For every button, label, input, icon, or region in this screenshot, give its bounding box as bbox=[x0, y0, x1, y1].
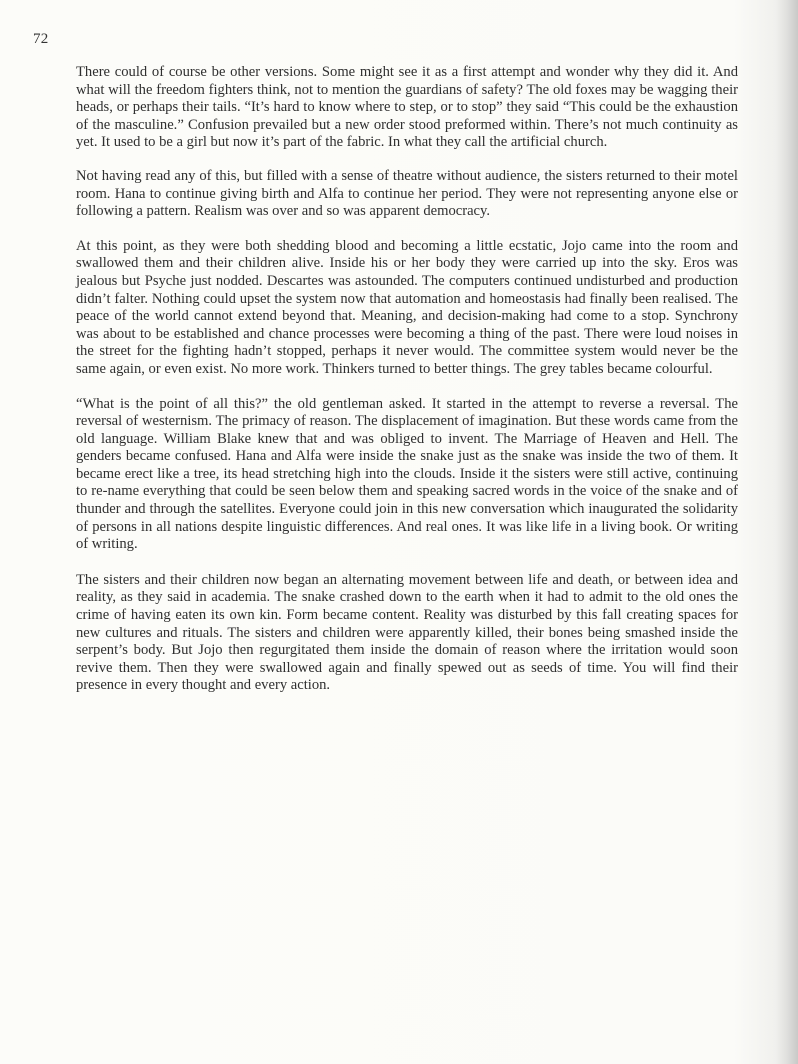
body-text bbox=[76, 64, 738, 711]
paragraph-2: Not having read any of this, but filled with a sense of theatre without audience, the sisters returned to their motel room. Hana to continue giving birth and Alfa to continue her period. They were not representing anyone else or following a pattern. Realism was over and so was apparent democracy. bbox=[76, 167, 738, 220]
paragraph-1: There could of course be other versions. Some might see it as a first attempt and wonder why they did it. And what will the freedom fighters think, not to mention the guardians of safety? The old foxes may be wagging their heads, or perhaps their tails. “It’s hard to know where to step, or to stop” they said “This could be the exhaustion of the masculine.” Confusion prevailed but a new order stood preformed within. There’s not much continuity as yet. It used to be a girl but now it’s part of the fabric. In what they call the artificial church. bbox=[76, 64, 738, 151]
paragraph-5: The sisters and their children now began an alternating movement between life and death, or between idea and reality, as they said in academia. The snake crashed down to the earth when it had to admit to the old ones the crime of having eaten its own kin. Form became content. Reality was disturbed by this fall creating spaces for new cultures and rituals. The sisters and children were apparently killed, their bones being smashed inside the serpent’s body. But Jojo then regurgitated them inside the domain of reason where the irritation would soon revive them. Then they were swallowed again and finally spewed out as seeds of time. You will find their presence in every thought and every action. bbox=[76, 571, 738, 694]
page-number: 72 bbox=[33, 31, 49, 47]
paragraph-3: At this point, as they were both shedding blood and becoming a little ecstatic, Jojo came into the room and swallowed them and their children alive. Inside his or her body they were carried up into the sky. Eros was jealous but Psyche just nodded. Descartes was astounded. The computers continued undisturbed and production didn’t falter. Nothing could upset the system now that automation and homeostasis had finally been realised. The peace of the world cannot extend beyond that. Meaning, and decision-making had come to a stop. Synchrony was about to be established and chance processes were becoming a thing of the past. There were loud noises in the street for the fighting hadn’t stopped, perhaps it never would. The committee system would never be the same again, or even exist. No more work. Thinkers turned to better things. The grey tables became colourful. bbox=[76, 237, 738, 377]
paragraph-4: “What is the point of all this?” the old gentleman asked. It started in the attempt to reverse a reversal. The reversal of westernism. The primacy of reason. The displacement of imagination. But these words came from the old language. William Blake knew that and was obliged to invent. The Marriage of Heaven and Hell. The genders became confused. Hana and Alfa were inside the snake just as the snake was inside the two of them. It became erect like a tree, its head stretching high into the clouds. Inside it the sisters were still active, continuing to re-name everything that could be seen below them and speaking sacred words in the voice of the snake and of thunder and through the satellites. Everyone could join in this new conversation which inaugurated the solidarity of persons in all nations despite linguistic differences. And real ones. It was like life in a living book. Or writing of writing. bbox=[76, 395, 738, 553]
page-spine-shadow bbox=[776, 0, 798, 1064]
